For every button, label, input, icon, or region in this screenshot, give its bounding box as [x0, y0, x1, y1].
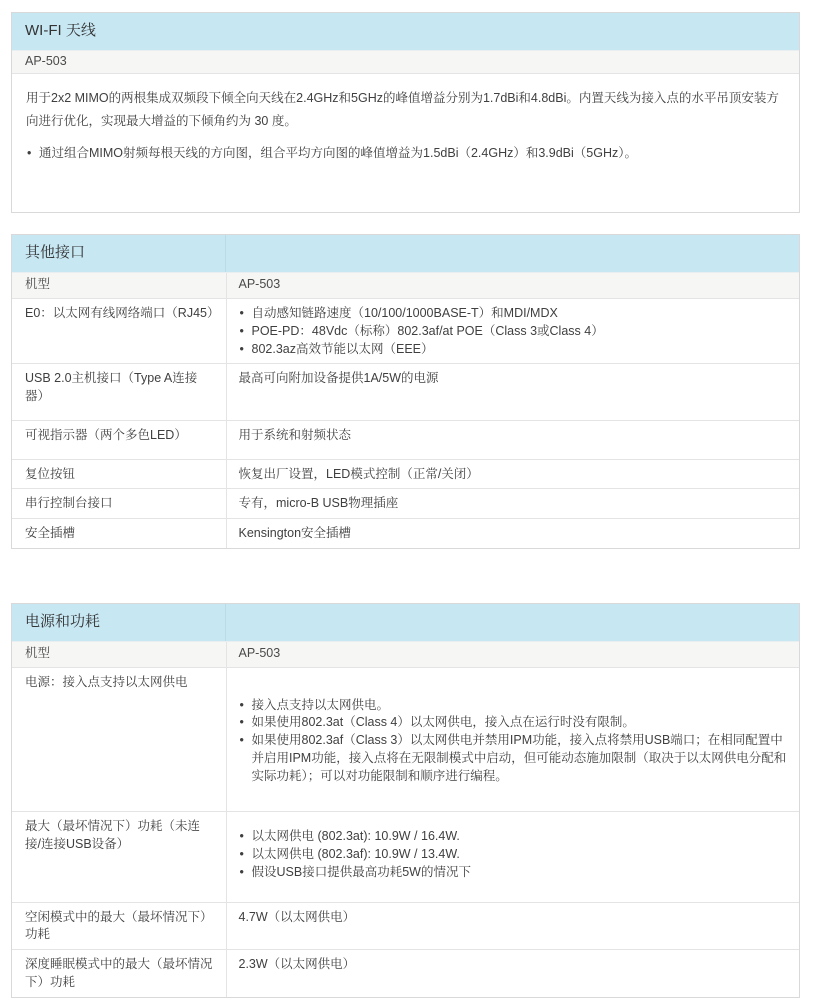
table-row — [12, 667, 799, 812]
table-row — [12, 299, 799, 364]
antenna-paragraph: 用于2x2 MIMO的两根集成双频段下倾全向天线在2.4GHz和5GHz的峰值增益分别为1.7dBi和4.8dBi。内置天线为接入点的水平吊顶安装方向进行优化，实现最大增益的下倾角约为 30 度。 — [26, 91, 779, 129]
bullet-item: • 通过组合MIMO射频每根天线的方向图，组合平均方向图的峰值增益为1.5dBi（2.4GHz）和3.9dBi（5GHz）。 — [26, 142, 784, 165]
row-value-cell: AP-503 — [226, 273, 799, 298]
bullet-item: • 802.3az高效节能以太网（EEE） — [239, 341, 788, 359]
row-value-cell: 2.3W（以太网供电） — [226, 950, 799, 997]
section-wifi-antenna — [11, 12, 800, 213]
model-row: AP-503 — [12, 51, 799, 74]
bullet-item: • 如果使用802.3af（Class 3）以太网供电并禁用IPM功能，接入点将禁用USB端口；在相同配置中并启用IPM功能，接入点将在无限制模式中启动，但可能动态施加限制（取决于以太网供电分配和实际功耗）；可以对功能限制和顺序进行编程。 — [239, 732, 788, 785]
section-other-interfaces — [11, 234, 800, 549]
row-label-cell: 最大（最坏情况下）功耗（未连接/连接USB设备） — [12, 812, 226, 902]
table-row — [12, 420, 799, 459]
table-row — [12, 489, 799, 519]
row-value-cell — [226, 667, 799, 812]
value-bullet-list — [239, 697, 788, 786]
bullet-item: • 接入点支持以太网供电。 — [239, 697, 788, 715]
table-row — [12, 812, 799, 902]
table-row — [12, 459, 799, 489]
row-label-cell: 机型 — [12, 273, 226, 298]
row-value-cell — [226, 812, 799, 902]
row-label-cell: 可视指示器（两个多色LED） — [12, 420, 226, 459]
value-bullet-list — [239, 828, 788, 881]
value-bullet-list — [239, 305, 788, 358]
row-value-cell: 专有，micro-B USB物理插座 — [226, 489, 799, 519]
row-label-cell: 电源：接入点支持以太网供电 — [12, 667, 226, 812]
section-title: WI-FI 天线 — [12, 13, 799, 51]
table-header-row — [12, 273, 799, 298]
row-value-cell: 用于系统和射频状态 — [226, 420, 799, 459]
row-value-cell — [226, 299, 799, 364]
row-label-cell: 深度睡眠模式中的最大（最坏情况下）功耗 — [12, 950, 226, 997]
table-row — [12, 902, 799, 950]
row-label-cell: 空闲模式中的最大（最坏情况下）功耗 — [12, 902, 226, 950]
bullet-item: • 如果使用802.3at（Class 4）以太网供电，接入点在运行时没有限制。 — [239, 714, 788, 732]
row-value-cell: Kensington安全插槽 — [226, 519, 799, 548]
row-label-cell: 安全插槽 — [12, 519, 226, 548]
table-row — [12, 950, 799, 997]
bullet-item: • POE-PD：48Vdc（标称）802.3af/at POE（Class 3或Class 4） — [239, 323, 788, 341]
bullet-item: • 假设USB接口提供最高功耗5W的情况下 — [239, 864, 788, 882]
row-label-cell: 复位按钮 — [12, 459, 226, 489]
row-value-cell: 最高可向附加设备提供1A/5W的电源 — [226, 364, 799, 421]
bullet-item: • 自动感知链路速度（10/100/1000BASE-T）和MDI/MDX — [239, 305, 788, 323]
interfaces-table — [12, 273, 799, 548]
section-title: 电源和功耗 — [12, 604, 799, 642]
table-row — [12, 364, 799, 421]
row-value-cell: AP-503 — [226, 642, 799, 667]
bullet-item: • 以太网供电 (802.3at): 10.9W / 16.4W. — [239, 828, 788, 846]
antenna-description — [12, 74, 799, 212]
row-label-cell: E0：以太网有线网络端口（RJ45） — [12, 299, 226, 364]
row-value-cell: 恢复出厂设置，LED模式控制（正常/关闭） — [226, 459, 799, 489]
bullet-item: • 以太网供电 (802.3af): 10.9W / 13.4W. — [239, 846, 788, 864]
datasheet-page — [0, 12, 814, 998]
row-label-cell: 串行控制台接口 — [12, 489, 226, 519]
table-row — [12, 519, 799, 548]
row-value-cell: 4.7W（以太网供电） — [226, 902, 799, 950]
section-power-consumption — [11, 603, 800, 998]
row-label-cell: USB 2.0主机接口（Type A连接器） — [12, 364, 226, 421]
power-table — [12, 642, 799, 997]
antenna-bullet-list — [26, 142, 784, 165]
row-label-cell: 机型 — [12, 642, 226, 667]
table-header-row — [12, 642, 799, 667]
section-title: 其他接口 — [12, 235, 799, 273]
